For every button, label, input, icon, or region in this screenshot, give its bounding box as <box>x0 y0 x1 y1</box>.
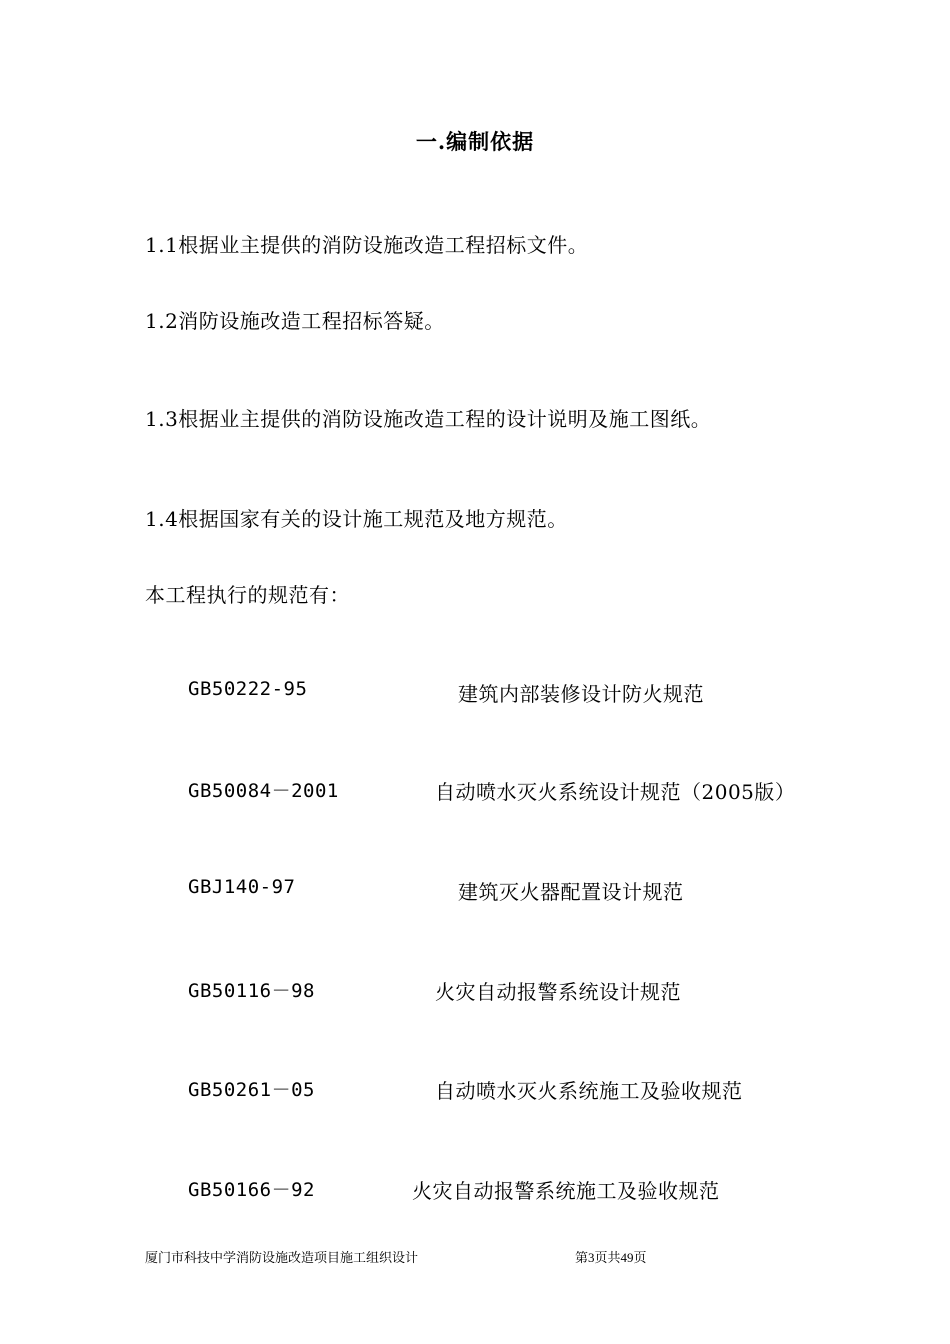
standard-name: 建筑内部装修设计防火规范 <box>458 682 704 706</box>
standard-name: 自动喷水灭火系统施工及验收规范 <box>435 1079 743 1103</box>
paragraph-1-1: 1.1根据业主提供的消防设施改造工程招标文件。 <box>145 233 589 257</box>
standard-name: 火灾自动报警系统施工及验收规范 <box>412 1179 720 1203</box>
standard-code: GBJ140-97 <box>188 876 296 898</box>
paragraph-1-4: 1.4根据国家有关的设计施工规范及地方规范。 <box>145 507 568 531</box>
standard-row <box>0 976 950 1006</box>
standard-name: 火灾自动报警系统设计规范 <box>435 980 681 1004</box>
standard-row <box>0 876 950 906</box>
paragraph-1-2: 1.2消防设施改造工程招标答疑。 <box>145 309 445 333</box>
standard-name: 自动喷水灭火系统设计规范（2005版） <box>435 780 796 804</box>
section-heading: 一.编制依据 <box>415 129 535 154</box>
paragraph-1-3: 1.3根据业主提供的消防设施改造工程的设计说明及施工图纸。 <box>145 407 712 431</box>
standard-code: GB50084－2001 <box>188 780 339 802</box>
footer-doc-title: 厦门市科技中学消防设施改造项目施工组织设计 <box>145 1250 419 1265</box>
standard-code: GB50166－92 <box>188 1179 315 1201</box>
footer-page-number: 第3页共49页 <box>575 1250 647 1265</box>
standard-row <box>0 678 950 708</box>
standard-code: GB50261－05 <box>188 1079 315 1101</box>
standard-row <box>0 1175 950 1205</box>
standard-code: GB50116－98 <box>188 980 315 1002</box>
standard-row <box>0 776 950 806</box>
standard-row <box>0 1075 950 1105</box>
standard-name: 建筑灭火器配置设计规范 <box>458 880 684 904</box>
standard-code: GB50222-95 <box>188 678 308 700</box>
standards-intro: 本工程执行的规范有： <box>145 583 350 607</box>
